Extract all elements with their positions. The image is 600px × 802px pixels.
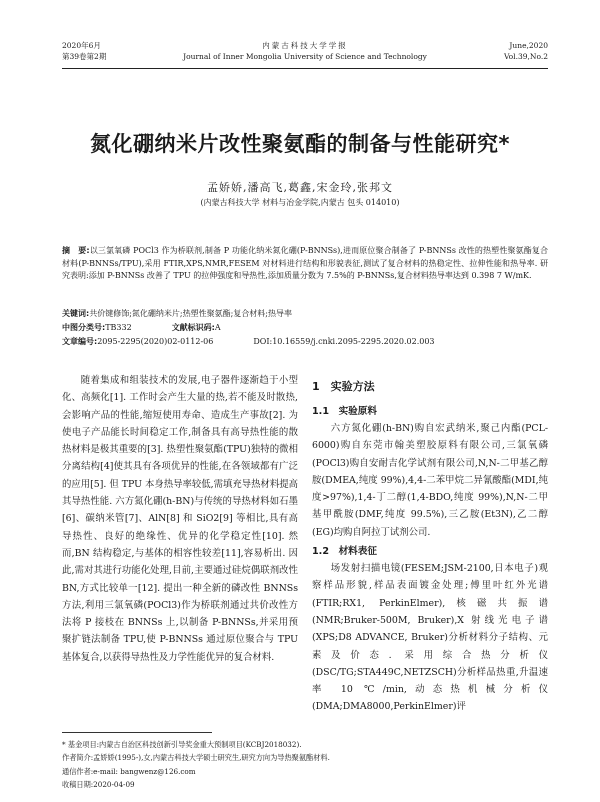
header-volume: 第39卷第2期 (62, 52, 107, 61)
running-header (62, 40, 548, 70)
section-heading: 1 实验方法 (312, 380, 375, 393)
article-number: 2095-2295(2020)02-0112-06 (97, 337, 214, 346)
introduction-paragraph: 随着集成和组装技术的发展,电子器件逐渐趋于小型化、高频化[1]. 工作时会产生大量的热,若不能及时散热,会影响产品的性能,缩短使用寿命、造成生产事故[2]. 为使电子产品能长时间稳定工作,制备具有高导热性能的散热材料是极其重要的[3]. 热塑性聚氨酯(TPU)独特的微相分离结构[4]使其具有各项优异的性能,在各领域都有广泛的应用[5]. 但 TPU 本身热导率较低,需填充导热材料提高其导热性能. 六方氮化硼(h-BN)与传统的导热材料如石墨[6]、碳纳米管[7]、AlN[8] 和 SiO2[9] 等相比,具有高导热性、良好的绝缘性、优异的化学稳定性[10]. 然而,BN 结构稳定,与基体的相容性较差[11],容易析出. 因此,需对其进行功能化处理,目前,主要通过硅烷偶联剂改性 BN,方式比较单一[12]. 提出一种全新的磷改性 BNNSs 方法,利用三氯氧磷(POCl3)作为桥联剂通过共价改性方法将 P 接枝在 BNNSs 上,以制备 P-BNNSs,并采用预聚扩链法制备 TPU,使 P-BNNSs 通过原位聚合与 TPU 基体复合,以获得导热性及力学性能优异的复合材料. (62, 375, 298, 663)
paper-title: 氮化硼纳米片改性聚氨酯的制备与性能研究* (90, 132, 510, 156)
header-rule (62, 68, 548, 69)
header-volume-en: Vol.39,No.2 (503, 52, 548, 61)
doi: DOI:10.16559/j.cnki.2095-2295.2020.02.003 (253, 337, 435, 346)
header-date: 2020年6月 (62, 41, 101, 50)
clc-value: TB332 (105, 323, 132, 332)
doc-code-value: A (214, 323, 221, 332)
fund-note: * 基金项目:内蒙古自治区科技创新引导奖金重大预制项目(KCBJ2018032). (62, 740, 302, 749)
corresponding-email-note: 通信作者:e-mail: bangwenz@126.com (62, 766, 196, 776)
keywords (62, 308, 548, 320)
author-list: 孟娇娇,潘高飞,葛鑫,宋金玲,张邦文 (207, 181, 393, 194)
classification (62, 322, 548, 334)
article-info (62, 336, 548, 348)
article-number-label: 文章编号: (62, 337, 98, 346)
clc-label: 中图分类号: (62, 323, 106, 332)
materials-paragraph: 六方氮化硼(h-BN)购自宏武纳米,聚己内酯(PCL-6000)购自东莞市翰美塑胶原料有限公司,三氯氧磷(POCl3)购自安耐吉化学试剂有限公司,N,N-二甲基乙醇胺(DMEA,纯度 99%),4,4-二苯甲烷二异氰酸酯(MDI,纯度>97%),1,4-丁二醇(1,4-BDO,纯度 99%),N,N-二甲基甲酰胺(DMF,纯度 99.5%),三乙胺(Et3N),乙二醇(EG)均购自阿拉丁试剂公司. (312, 423, 548, 538)
right-column (312, 372, 548, 716)
characterization-paragraph: 场发射扫描电镜(FESEM;JSM-2100,日本电子)观察样品形貌,样品表面镀金处理;傅里叶红外光谱(FTIR;RX1, PerkinElmer),核磁共振谱(NMR;Bruker-500M, Bruker),X 射线光电子谱(XPS;D8 ADVANCE, Bruker)分析材料分子结构、元素及价态. 采用综合热分析仪(DSC/TG;STA449C,NETZSCH)分析样品热重,升温速率 10 ℃/min,动态热机械分析仪(DMA;DMA8000,PerkinElmer)评 (312, 563, 548, 713)
journal-name-cn: 内蒙古科技大学学报 (262, 41, 348, 50)
abstract-text: 以三氯氧磷 POCl3 作为桥联剂,制备 P 功能化纳米氮化硼(P-BNNSs),进而原位聚合制备了 P-BNNSs 改性的热塑性聚氨酯复合材料(P-BNNSs/TPU),采用 FTIR,XPS,NMR,FESEM 对材料进行结构和形貌表征,测试了复合材料的热稳定性、拉伸性能和热导率. 研究表明:添加 P-BNNSs 改善了 TPU 的拉伸强度和导热性,添加质量分数为 7.5%的 P-BNNSs,复合材料热导率达到 0.398 7 W/mK. (62, 246, 548, 280)
subsection-heading-materials: 1.1 实验原料 (312, 406, 377, 417)
header-right (504, 40, 548, 62)
affiliation: (内蒙古科技大学 材料与冶金学院,内蒙古 包头 014010) (200, 198, 400, 207)
footnotes (62, 738, 548, 792)
abstract (62, 245, 548, 283)
received-date-note: 收稿日期:2020-04-09 (62, 780, 135, 790)
subsection-heading-characterization: 1.2 材料表征 (312, 546, 377, 558)
abstract-label: 摘 要: (62, 246, 90, 255)
journal-name-en: Journal of Inner Mongolia University of Science and Technology (183, 52, 427, 61)
doc-code-label: 文献标识码: (171, 323, 215, 332)
left-column (62, 372, 298, 666)
keywords-label: 关键词: (62, 309, 90, 318)
header-center (62, 40, 548, 62)
header-date-en: June,2020 (509, 41, 548, 50)
footnote-rule (62, 732, 212, 733)
keywords-text: 共价键修饰;氮化硼纳米片;热塑性聚氨酯;复合材料;热导率 (89, 309, 292, 318)
author-bio-note: 作者简介:孟娇娇(1995-),女,内蒙古科技大学硕士研究生,研究方向为导热聚氨酯材料. (62, 753, 330, 763)
